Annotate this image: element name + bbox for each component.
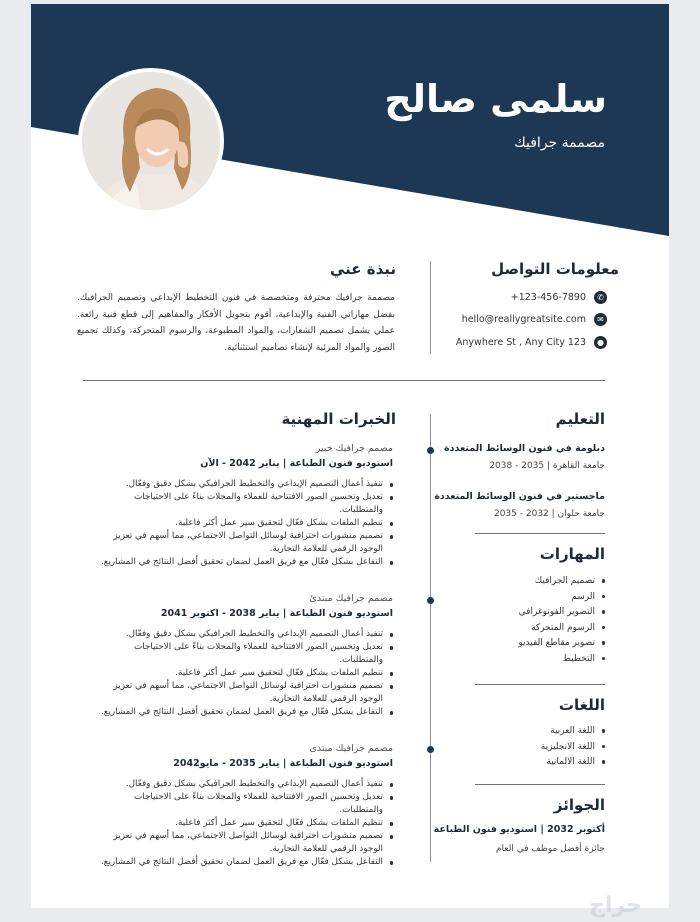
job-bullet: تنظيم الملفات بشكل فعّال لتحقيق سير عمل أكثر فاعلية. — [93, 667, 393, 680]
education-detail: جامعة القاهرة | 2035 - 2038 — [489, 461, 605, 471]
job-bullet: تصميم منشورات احترافية لوسائل التواصل الاجتماعي، مما أسهم في تعزيز الوجود الرقمي للعلامة التجارية. — [93, 680, 393, 706]
job-bullets — [93, 778, 393, 869]
job-bullet: تنفيذ أعمال التصميم الإبداعي والتخطيط الجرافيكي بشكل دقيق وفعّال. — [93, 628, 393, 641]
contact-phone: +123-456-7890 — [510, 291, 586, 303]
job-company-dates: استوديو فنون الطباعة | يناير 2035 - مايو2042 — [173, 758, 393, 769]
language-item: اللغة الانجليزية — [541, 740, 605, 756]
job-bullet: تنظيم الملفات بشكل فعّال لتحقيق سير عمل أكثر فاعلية. — [93, 817, 393, 830]
sidebar-divider — [475, 533, 605, 534]
person-job-title: مصممة جرافيك — [514, 135, 605, 151]
profile-photo — [78, 68, 224, 214]
job-title: مصمم جرافيك مبتدئ — [309, 593, 393, 604]
job-bullet: تصميم منشورات احترافية لوسائل التواصل الاجتماعي، مما أسهم في تعزيز الوجود الرقمي للعلامة التجارية. — [93, 830, 393, 856]
skill-item: تصوير مقاطع الفيديو — [518, 636, 605, 652]
section-divider — [83, 380, 605, 381]
skills-list — [518, 574, 605, 668]
contact-phone-row — [511, 288, 607, 306]
timeline-dot — [427, 746, 434, 753]
contact-heading: معلومات التواصل — [491, 260, 619, 278]
job-header — [173, 743, 393, 769]
sidebar-divider — [475, 784, 605, 785]
person-name: سلمى صالح — [384, 77, 607, 121]
job-header — [161, 593, 393, 619]
education-heading: التعليم — [555, 410, 605, 428]
education-detail: جامعة حلوان | 2032 - 2035 — [493, 509, 605, 519]
job-company-dates: استوديو فنون الطباعة | يناير 2042 - الآن — [200, 458, 393, 469]
job-bullet: تصميم منشورات احترافية لوسائل التواصل الاجتماعي، مما أسهم في تعزيز الوجود الرقمي للعلامة التجارية. — [93, 530, 393, 556]
education-degree: ماجستير في فنون الوسائط المتعددة — [434, 491, 605, 502]
contact-email-row — [462, 310, 607, 328]
language-item: اللغة الالمانية — [541, 755, 605, 771]
timeline-dot — [427, 597, 434, 604]
sidebar-divider — [475, 684, 605, 685]
skill-item: التصوير الفوتوغرافي — [518, 605, 605, 621]
job-bullet: تعديل وتحسين الصور الافتتاحية للعملاء والمجلات بناءً على الاحتياجات والمتطلبات. — [93, 491, 393, 517]
phone-icon: ✆ — [594, 291, 607, 304]
job-bullet: التفاعل بشكل فعّال مع فريق العمل لضمان تحقيق أفضل النتائج في المشاريع. — [93, 856, 393, 869]
job-bullet: تنظيم الملفات بشكل فعّال لتحقيق سير عمل أكثر فاعلية. — [93, 517, 393, 530]
timeline-dot — [427, 447, 434, 454]
awards-heading: الجوائز — [553, 796, 605, 814]
skill-item: التخطيط — [518, 652, 605, 668]
skill-item: الرسم — [518, 590, 605, 606]
job-title: مصمم جرافيك خبير — [315, 443, 393, 454]
job-bullet: تنفيذ أعمال التصميم الإبداعي والتخطيط الجرافيكي بشكل دقيق وفعّال. — [93, 478, 393, 491]
job-bullet: تعديل وتحسين الصور الافتتاحية للعملاء والمجلات بناءً على الاحتياجات والمتطلبات. — [93, 641, 393, 667]
mail-icon: ✉ — [594, 313, 607, 326]
timeline-line — [430, 414, 431, 862]
location-icon: ● — [594, 336, 607, 349]
job-bullet: التفاعل بشكل فعّال مع فريق العمل لضمان تحقيق أفضل النتائج في المشاريع. — [93, 556, 393, 569]
job-bullet: تعديل وتحسين الصور الافتتاحية للعملاء والمجلات بناءً على الاحتياجات والمتطلبات. — [93, 791, 393, 817]
job-company-dates: استوديو فنون الطباعة | يناير 2038 - اكتوبر 2041 — [160, 608, 393, 619]
contact-address: Anywhere St , Any City 123 — [455, 336, 586, 348]
award-detail: جائزة أفضل موظف في العام — [495, 844, 605, 854]
contact-address-row — [456, 333, 607, 351]
languages-list — [541, 724, 605, 771]
job-bullet: التفاعل بشكل فعّال مع فريق العمل لضمان تحقيق أفضل النتائج في المشاريع. — [93, 706, 393, 719]
about-heading: نبذة عني — [329, 260, 396, 278]
languages-heading: اللغات — [558, 696, 605, 714]
job-header — [200, 443, 393, 469]
top-divider — [430, 261, 431, 354]
experience-heading: الخبرات المهنية — [281, 410, 396, 428]
skill-item: الرسوم المتحركة — [518, 621, 605, 637]
job-bullet: تنفيذ أعمال التصميم الإبداعي والتخطيط الجرافيكي بشكل دقيق وفعّال. — [93, 778, 393, 791]
about-text: مصممة جرافيك محترفة ومتخصصة في فنون التخطيط الإبداعي وتصميم الجرافيك. بفضل مهاراتي الفنية والإبداعية، أقوم بتحويل الأفكار والمفاهيم إلى قطع فنية رائعة. عملي يشمل تصميم الشعارات، والمواد المطبوعة، والرسوم المتحركة، وكذلك تجميع الصور والمواد المرئية لإنشاء تصاميم استثنائية. — [77, 293, 395, 353]
education-degree: دبلومة في فنون الوسائط المتعددة — [444, 443, 605, 454]
award-title: أكتوبر 2032 | استوديو فنون الطباعة — [433, 824, 605, 835]
contact-email[interactable]: hello@reallygreatsite.com — [461, 313, 586, 325]
job-bullets — [93, 478, 393, 569]
job-title: مصمم جرافيك مبتدى — [309, 743, 393, 754]
skill-item: تصميم الجرافيك — [518, 574, 605, 590]
language-item: اللغة العربية — [541, 724, 605, 740]
watermark-logo: حراج — [589, 893, 642, 918]
skills-heading: المهارات — [539, 545, 605, 563]
resume-page — [31, 4, 669, 908]
job-bullets — [93, 628, 393, 719]
